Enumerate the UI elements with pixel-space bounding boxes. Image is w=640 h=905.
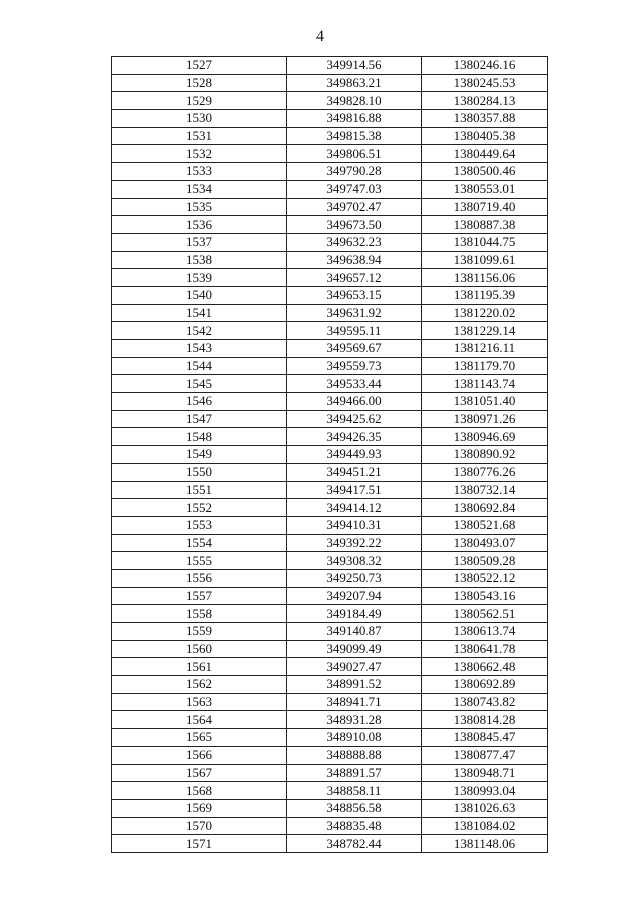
table-row	[112, 835, 548, 853]
point-number-cell: 1570	[112, 817, 287, 835]
x-coordinate-cell: 349392.22	[287, 534, 422, 552]
y-coordinate-cell: 1380948.71	[422, 764, 548, 782]
point-number-cell: 1553	[112, 516, 287, 534]
point-number-cell: 1571	[112, 835, 287, 853]
table-row	[112, 180, 548, 198]
table-row	[112, 74, 548, 92]
y-coordinate-cell: 1380449.64	[422, 145, 548, 163]
x-coordinate-cell: 349099.49	[287, 640, 422, 658]
point-number-cell: 1534	[112, 180, 287, 198]
point-number-cell: 1554	[112, 534, 287, 552]
table-row	[112, 764, 548, 782]
x-coordinate-cell: 349632.23	[287, 233, 422, 251]
point-number-cell: 1558	[112, 605, 287, 623]
x-coordinate-cell: 349631.92	[287, 304, 422, 322]
y-coordinate-cell: 1380692.89	[422, 676, 548, 694]
point-number-cell: 1563	[112, 693, 287, 711]
x-coordinate-cell: 348941.71	[287, 693, 422, 711]
table-row	[112, 569, 548, 587]
table-row	[112, 304, 548, 322]
point-number-cell: 1549	[112, 446, 287, 464]
x-coordinate-cell: 349140.87	[287, 623, 422, 641]
point-number-cell: 1533	[112, 163, 287, 181]
y-coordinate-cell: 1380493.07	[422, 534, 548, 552]
table-row	[112, 428, 548, 446]
point-number-cell: 1569	[112, 799, 287, 817]
table-row	[112, 375, 548, 393]
y-coordinate-cell: 1380521.68	[422, 516, 548, 534]
x-coordinate-cell: 348910.08	[287, 729, 422, 747]
table-row	[112, 693, 548, 711]
point-number-cell: 1542	[112, 322, 287, 340]
table-row	[112, 110, 548, 128]
point-number-cell: 1555	[112, 552, 287, 570]
x-coordinate-cell: 349559.73	[287, 357, 422, 375]
x-coordinate-cell: 349451.21	[287, 463, 422, 481]
table-row	[112, 746, 548, 764]
point-number-cell: 1568	[112, 782, 287, 800]
x-coordinate-cell: 349914.56	[287, 57, 422, 75]
table-row	[112, 623, 548, 641]
x-coordinate-cell: 348891.57	[287, 764, 422, 782]
point-number-cell: 1527	[112, 57, 287, 75]
point-number-cell: 1562	[112, 676, 287, 694]
x-coordinate-cell: 348856.58	[287, 799, 422, 817]
y-coordinate-cell: 1380613.74	[422, 623, 548, 641]
y-coordinate-cell: 1381195.39	[422, 286, 548, 304]
table-row	[112, 198, 548, 216]
x-coordinate-cell: 349657.12	[287, 269, 422, 287]
x-coordinate-cell: 349466.00	[287, 393, 422, 411]
table-row	[112, 587, 548, 605]
x-coordinate-cell: 349816.88	[287, 110, 422, 128]
y-coordinate-cell: 1380890.92	[422, 446, 548, 464]
point-number-cell: 1544	[112, 357, 287, 375]
y-coordinate-cell: 1381179.70	[422, 357, 548, 375]
point-number-cell: 1538	[112, 251, 287, 269]
y-coordinate-cell: 1380522.12	[422, 569, 548, 587]
x-coordinate-cell: 349308.32	[287, 552, 422, 570]
table-row	[112, 269, 548, 287]
point-number-cell: 1559	[112, 623, 287, 641]
coordinates-table-body	[112, 57, 548, 853]
point-number-cell: 1529	[112, 92, 287, 110]
table-row	[112, 446, 548, 464]
table-row	[112, 640, 548, 658]
table-row	[112, 145, 548, 163]
y-coordinate-cell: 1380877.47	[422, 746, 548, 764]
x-coordinate-cell: 349426.35	[287, 428, 422, 446]
table-row	[112, 357, 548, 375]
coordinates-table	[111, 56, 548, 853]
table-row	[112, 799, 548, 817]
point-number-cell: 1557	[112, 587, 287, 605]
x-coordinate-cell: 349790.28	[287, 163, 422, 181]
table-row	[112, 216, 548, 234]
y-coordinate-cell: 1380284.13	[422, 92, 548, 110]
y-coordinate-cell: 1380662.48	[422, 658, 548, 676]
table-row	[112, 340, 548, 358]
y-coordinate-cell: 1380500.46	[422, 163, 548, 181]
y-coordinate-cell: 1380814.28	[422, 711, 548, 729]
x-coordinate-cell: 349638.94	[287, 251, 422, 269]
point-number-cell: 1561	[112, 658, 287, 676]
y-coordinate-cell: 1380993.04	[422, 782, 548, 800]
y-coordinate-cell: 1380776.26	[422, 463, 548, 481]
point-number-cell: 1566	[112, 746, 287, 764]
point-number-cell: 1541	[112, 304, 287, 322]
x-coordinate-cell: 349184.49	[287, 605, 422, 623]
point-number-cell: 1530	[112, 110, 287, 128]
table-row	[112, 552, 548, 570]
x-coordinate-cell: 349207.94	[287, 587, 422, 605]
table-row	[112, 676, 548, 694]
point-number-cell: 1547	[112, 410, 287, 428]
y-coordinate-cell: 1380405.38	[422, 127, 548, 145]
x-coordinate-cell: 349702.47	[287, 198, 422, 216]
table-row	[112, 127, 548, 145]
x-coordinate-cell: 349027.47	[287, 658, 422, 676]
y-coordinate-cell: 1381051.40	[422, 393, 548, 411]
x-coordinate-cell: 349410.31	[287, 516, 422, 534]
y-coordinate-cell: 1380845.47	[422, 729, 548, 747]
point-number-cell: 1546	[112, 393, 287, 411]
point-number-cell: 1537	[112, 233, 287, 251]
point-number-cell: 1545	[112, 375, 287, 393]
table-row	[112, 605, 548, 623]
y-coordinate-cell: 1381084.02	[422, 817, 548, 835]
point-number-cell: 1540	[112, 286, 287, 304]
x-coordinate-cell: 349250.73	[287, 569, 422, 587]
x-coordinate-cell: 349828.10	[287, 92, 422, 110]
point-number-cell: 1552	[112, 499, 287, 517]
point-number-cell: 1548	[112, 428, 287, 446]
point-number-cell: 1531	[112, 127, 287, 145]
table-row	[112, 516, 548, 534]
table-row	[112, 233, 548, 251]
table-row	[112, 286, 548, 304]
point-number-cell: 1535	[112, 198, 287, 216]
point-number-cell: 1536	[112, 216, 287, 234]
table-row	[112, 817, 548, 835]
y-coordinate-cell: 1380641.78	[422, 640, 548, 658]
y-coordinate-cell: 1380971.26	[422, 410, 548, 428]
point-number-cell: 1567	[112, 764, 287, 782]
y-coordinate-cell: 1380732.14	[422, 481, 548, 499]
y-coordinate-cell: 1380245.53	[422, 74, 548, 92]
point-number-cell: 1560	[112, 640, 287, 658]
y-coordinate-cell: 1380246.16	[422, 57, 548, 75]
y-coordinate-cell: 1380946.69	[422, 428, 548, 446]
y-coordinate-cell: 1380719.40	[422, 198, 548, 216]
x-coordinate-cell: 349673.50	[287, 216, 422, 234]
x-coordinate-cell: 349414.12	[287, 499, 422, 517]
x-coordinate-cell: 349533.44	[287, 375, 422, 393]
y-coordinate-cell: 1380357.88	[422, 110, 548, 128]
y-coordinate-cell: 1381229.14	[422, 322, 548, 340]
point-number-cell: 1551	[112, 481, 287, 499]
y-coordinate-cell: 1380743.82	[422, 693, 548, 711]
y-coordinate-cell: 1381143.74	[422, 375, 548, 393]
y-coordinate-cell: 1380543.16	[422, 587, 548, 605]
y-coordinate-cell: 1381099.61	[422, 251, 548, 269]
table-row	[112, 499, 548, 517]
page-number: 4	[316, 28, 324, 45]
y-coordinate-cell: 1380553.01	[422, 180, 548, 198]
x-coordinate-cell: 348931.28	[287, 711, 422, 729]
y-coordinate-cell: 1381044.75	[422, 233, 548, 251]
x-coordinate-cell: 349569.67	[287, 340, 422, 358]
x-coordinate-cell: 349425.62	[287, 410, 422, 428]
point-number-cell: 1532	[112, 145, 287, 163]
table-row	[112, 410, 548, 428]
x-coordinate-cell: 349863.21	[287, 74, 422, 92]
y-coordinate-cell: 1380509.28	[422, 552, 548, 570]
point-number-cell: 1550	[112, 463, 287, 481]
point-number-cell: 1565	[112, 729, 287, 747]
table-row	[112, 658, 548, 676]
table-row	[112, 393, 548, 411]
table-row	[112, 534, 548, 552]
x-coordinate-cell: 348991.52	[287, 676, 422, 694]
table-row	[112, 163, 548, 181]
y-coordinate-cell: 1381148.06	[422, 835, 548, 853]
y-coordinate-cell: 1381220.02	[422, 304, 548, 322]
x-coordinate-cell: 349653.15	[287, 286, 422, 304]
table-row	[112, 251, 548, 269]
table-row	[112, 463, 548, 481]
y-coordinate-cell: 1381026.63	[422, 799, 548, 817]
x-coordinate-cell: 349806.51	[287, 145, 422, 163]
table-row	[112, 322, 548, 340]
x-coordinate-cell: 348835.48	[287, 817, 422, 835]
x-coordinate-cell: 348858.11	[287, 782, 422, 800]
point-number-cell: 1556	[112, 569, 287, 587]
y-coordinate-cell: 1380887.38	[422, 216, 548, 234]
point-number-cell: 1564	[112, 711, 287, 729]
table-row	[112, 782, 548, 800]
table-row	[112, 92, 548, 110]
x-coordinate-cell: 349747.03	[287, 180, 422, 198]
y-coordinate-cell: 1381216.11	[422, 340, 548, 358]
x-coordinate-cell: 349595.11	[287, 322, 422, 340]
x-coordinate-cell: 349815.38	[287, 127, 422, 145]
table-row	[112, 481, 548, 499]
y-coordinate-cell: 1380692.84	[422, 499, 548, 517]
x-coordinate-cell: 348888.88	[287, 746, 422, 764]
table-row	[112, 57, 548, 75]
x-coordinate-cell: 348782.44	[287, 835, 422, 853]
point-number-cell: 1543	[112, 340, 287, 358]
y-coordinate-cell: 1381156.06	[422, 269, 548, 287]
table-row	[112, 729, 548, 747]
x-coordinate-cell: 349449.93	[287, 446, 422, 464]
point-number-cell: 1528	[112, 74, 287, 92]
point-number-cell: 1539	[112, 269, 287, 287]
y-coordinate-cell: 1380562.51	[422, 605, 548, 623]
table-row	[112, 711, 548, 729]
x-coordinate-cell: 349417.51	[287, 481, 422, 499]
